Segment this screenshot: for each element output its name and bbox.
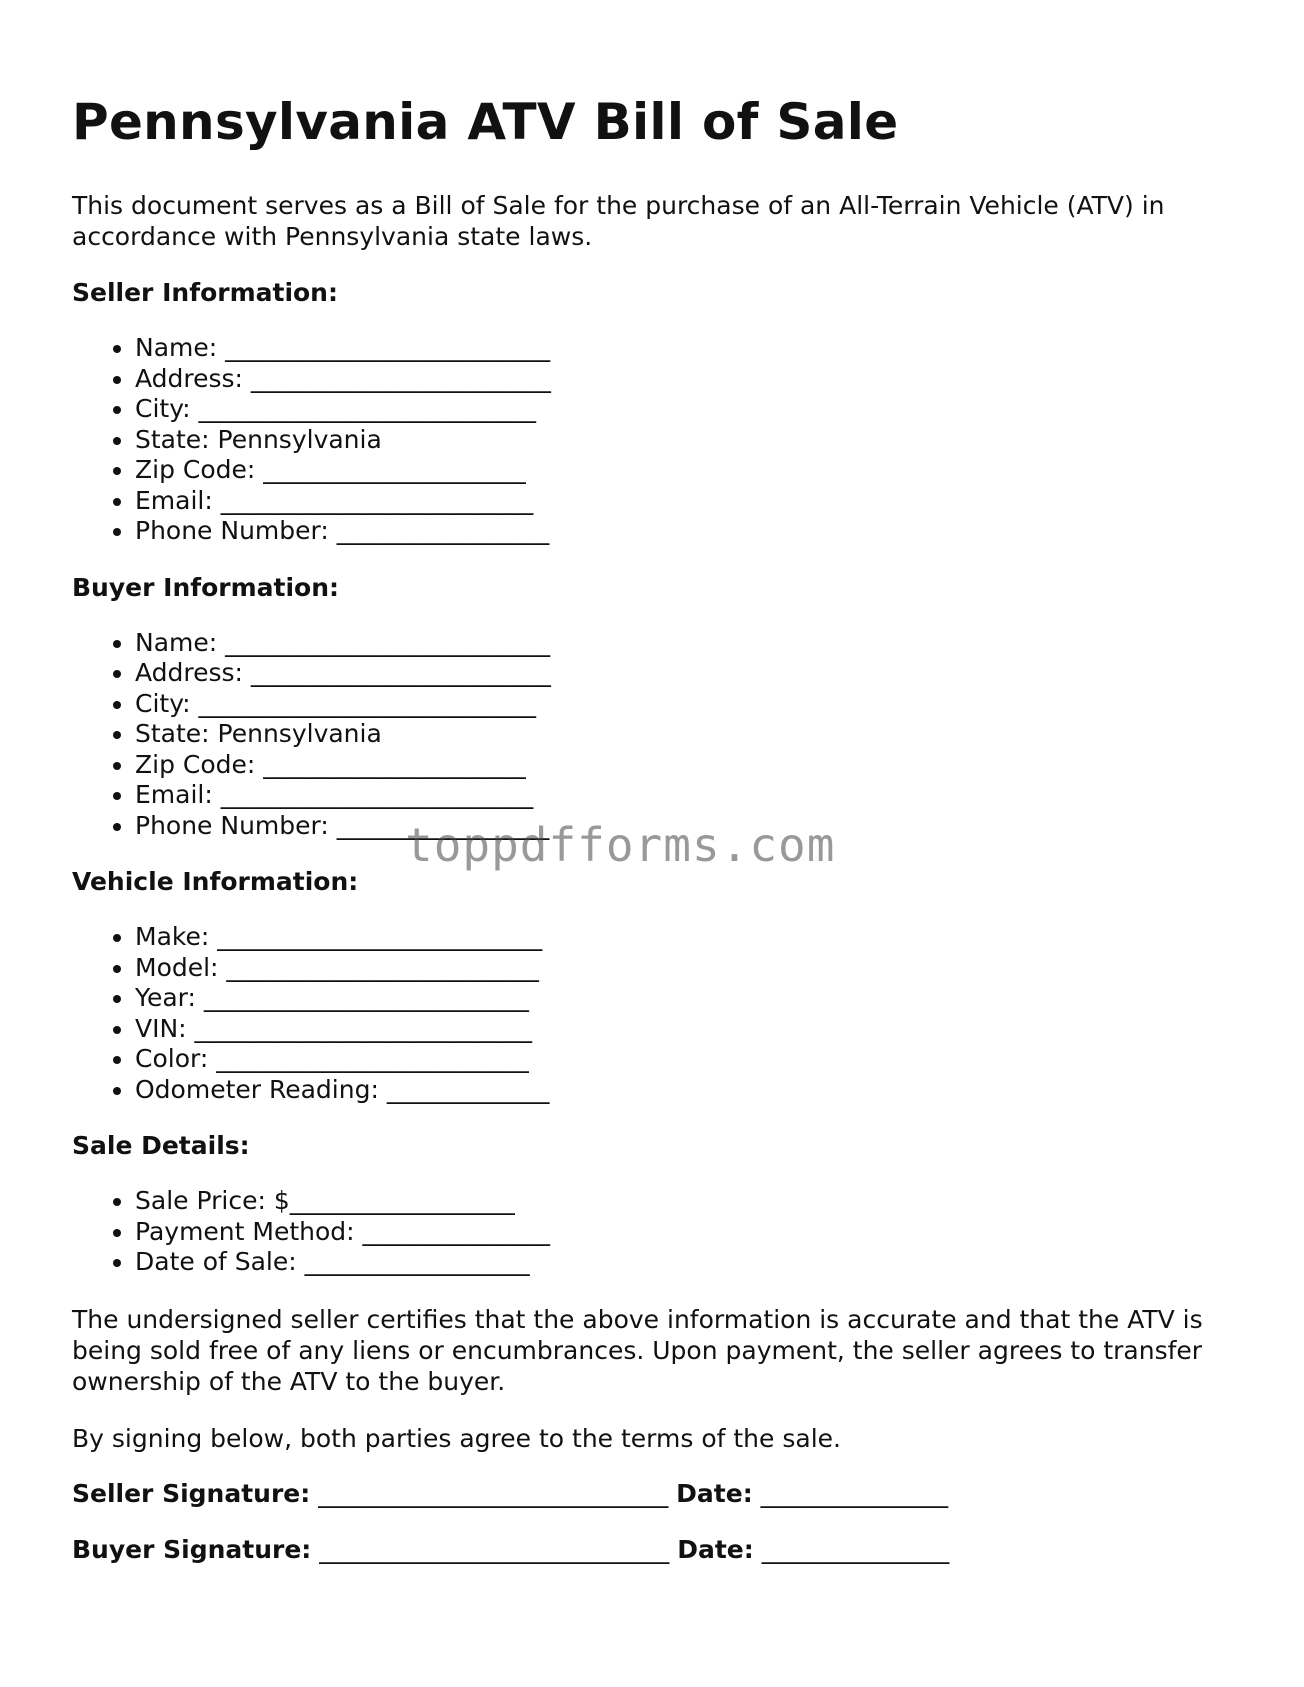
certification-paragraph: The undersigned seller certifies that the above information is accurate and that the ATV is being sold free of any liens or encumbrances. Upon payment, the seller agrees to transfer ownership of the ATV to the buyer.	[72, 1304, 1203, 1396]
seller-section-heading: Seller Information:	[72, 278, 338, 307]
seller-email-field: • Email: _________________________	[135, 486, 1242, 517]
seller-signature-row	[72, 1478, 1242, 1510]
seller-field-list	[72, 333, 1242, 547]
buyer-signature-line: ____________________________	[319, 1534, 670, 1564]
seller-address-field: • Address: ________________________	[135, 364, 1242, 395]
vehicle-section-heading: Vehicle Information:	[72, 867, 359, 896]
buyer-state-field: • State: Pennsylvania	[135, 719, 1242, 750]
sale-field-list	[72, 1186, 1242, 1278]
vehicle-field-list	[72, 922, 1242, 1105]
seller-date-label: Date:	[676, 1478, 753, 1508]
sale-price-field: • Sale Price: $__________________	[135, 1186, 1242, 1217]
vehicle-vin-field: • VIN: ___________________________	[135, 1014, 1242, 1045]
agreement-paragraph: By signing below, both parties agree to the terms of the sale.	[72, 1423, 841, 1453]
buyer-name-field: • Name: __________________________	[135, 628, 1242, 659]
seller-date-line: _______________	[760, 1478, 949, 1508]
buyer-signature-label: Buyer Signature:	[72, 1534, 312, 1564]
buyer-date-line: _______________	[761, 1534, 950, 1564]
buyer-section-heading: Buyer Information:	[72, 572, 340, 602]
buyer-date-label: Date:	[677, 1534, 754, 1564]
sale-section-heading: Sale Details:	[72, 1131, 250, 1160]
buyer-email-field: • Email: _________________________	[135, 780, 1242, 811]
buyer-zip-field: • Zip Code: _____________________	[135, 750, 1242, 781]
buyer-address-field: • Address: ________________________	[135, 658, 1242, 689]
buyer-phone-field: • Phone Number: _________________	[135, 811, 1242, 842]
buyer-city-field: • City: ___________________________	[135, 689, 1242, 720]
date-of-sale-field: • Date of Sale: __________________	[135, 1247, 1242, 1278]
seller-state-field: • State: Pennsylvania	[135, 425, 1242, 456]
seller-signature-label: Seller Signature:	[72, 1478, 311, 1508]
vehicle-make-field: • Make: __________________________	[135, 922, 1242, 953]
vehicle-odometer-field: • Odometer Reading: _____________	[135, 1075, 1242, 1106]
seller-phone-field: • Phone Number: _________________	[135, 516, 1242, 547]
seller-zip-field: • Zip Code: _____________________	[135, 455, 1242, 486]
payment-method-field: • Payment Method: _______________	[135, 1217, 1242, 1248]
vehicle-model-field: • Model: _________________________	[135, 953, 1242, 984]
buyer-field-list	[72, 628, 1242, 842]
buyer-signature-row	[72, 1534, 1242, 1566]
document-title: Pennsylvania ATV Bill of Sale	[72, 93, 899, 151]
seller-city-field: • City: ___________________________	[135, 394, 1242, 425]
seller-signature-line: ____________________________	[318, 1478, 669, 1508]
watermark: toppdfforms.com	[405, 818, 836, 872]
vehicle-color-field: • Color: _________________________	[135, 1044, 1242, 1075]
seller-name-field: • Name: __________________________	[135, 333, 1242, 364]
vehicle-year-field: • Year: __________________________	[135, 983, 1242, 1014]
intro-paragraph: This document serves as a Bill of Sale for the purchase of an All-Terrain Vehicle (ATV) in accordance with Pennsylvania state laws.	[72, 191, 1165, 251]
